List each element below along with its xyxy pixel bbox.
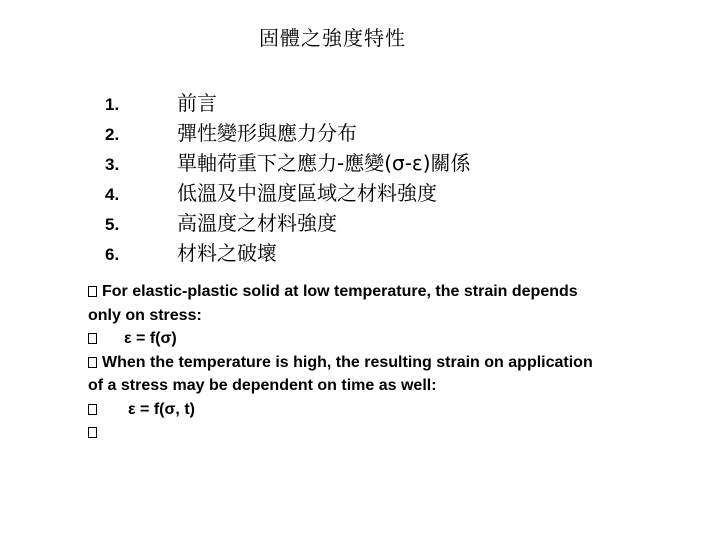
equation-line-1 xyxy=(88,327,658,351)
paragraph-1-text: For elastic-plastic solid at low temperature, the strain depends xyxy=(102,283,578,300)
paragraph-1-line-1 xyxy=(88,280,658,304)
outline-item xyxy=(105,178,471,208)
outline-text: 前言 xyxy=(177,91,217,115)
outline-text: 彈性變形與應力分布 xyxy=(177,121,357,145)
missing-glyph-icon xyxy=(88,427,97,438)
body-text xyxy=(88,280,658,445)
outline-list xyxy=(105,88,471,268)
missing-glyph-icon xyxy=(88,404,97,415)
equation-strain-stress: ε = f(σ) xyxy=(124,330,177,347)
paragraph-2-text: When the temperature is high, the resulting strain on application xyxy=(102,353,593,371)
outline-item xyxy=(105,148,471,178)
outline-number: 4. xyxy=(105,185,120,204)
outline-item xyxy=(105,208,471,238)
equation-strain-stress-time: ε = f(σ, t) xyxy=(128,400,195,418)
outline-item xyxy=(105,238,471,268)
paragraph-1-line-2: only on stress: xyxy=(88,306,202,324)
outline-text: 低溫及中溫度區域之材料強度 xyxy=(177,181,437,205)
missing-glyph-icon xyxy=(88,333,97,344)
outline-number: 1. xyxy=(105,95,120,114)
slide-title: 固體之強度特性 xyxy=(259,26,406,50)
outline-text: 單軸荷重下之應力-應變(σ-ε)關係 xyxy=(177,151,471,175)
outline-text: 材料之破壞 xyxy=(177,241,277,265)
outline-number: 3. xyxy=(105,155,120,174)
outline-number: 5. xyxy=(105,215,120,234)
outline-number: 6. xyxy=(105,245,120,264)
outline-number: 2. xyxy=(105,125,120,144)
outline-text: 高溫度之材料強度 xyxy=(177,211,337,235)
missing-glyph-icon xyxy=(88,357,97,368)
paragraph-2-line-1 xyxy=(88,351,658,375)
outline-item xyxy=(105,88,471,118)
paragraph-2-line-2: of a stress may be dependent on time as well: xyxy=(88,377,437,394)
empty-bullet-line xyxy=(88,421,658,445)
outline-item xyxy=(105,118,471,148)
missing-glyph-icon xyxy=(88,286,97,297)
equation-line-2 xyxy=(88,398,658,422)
